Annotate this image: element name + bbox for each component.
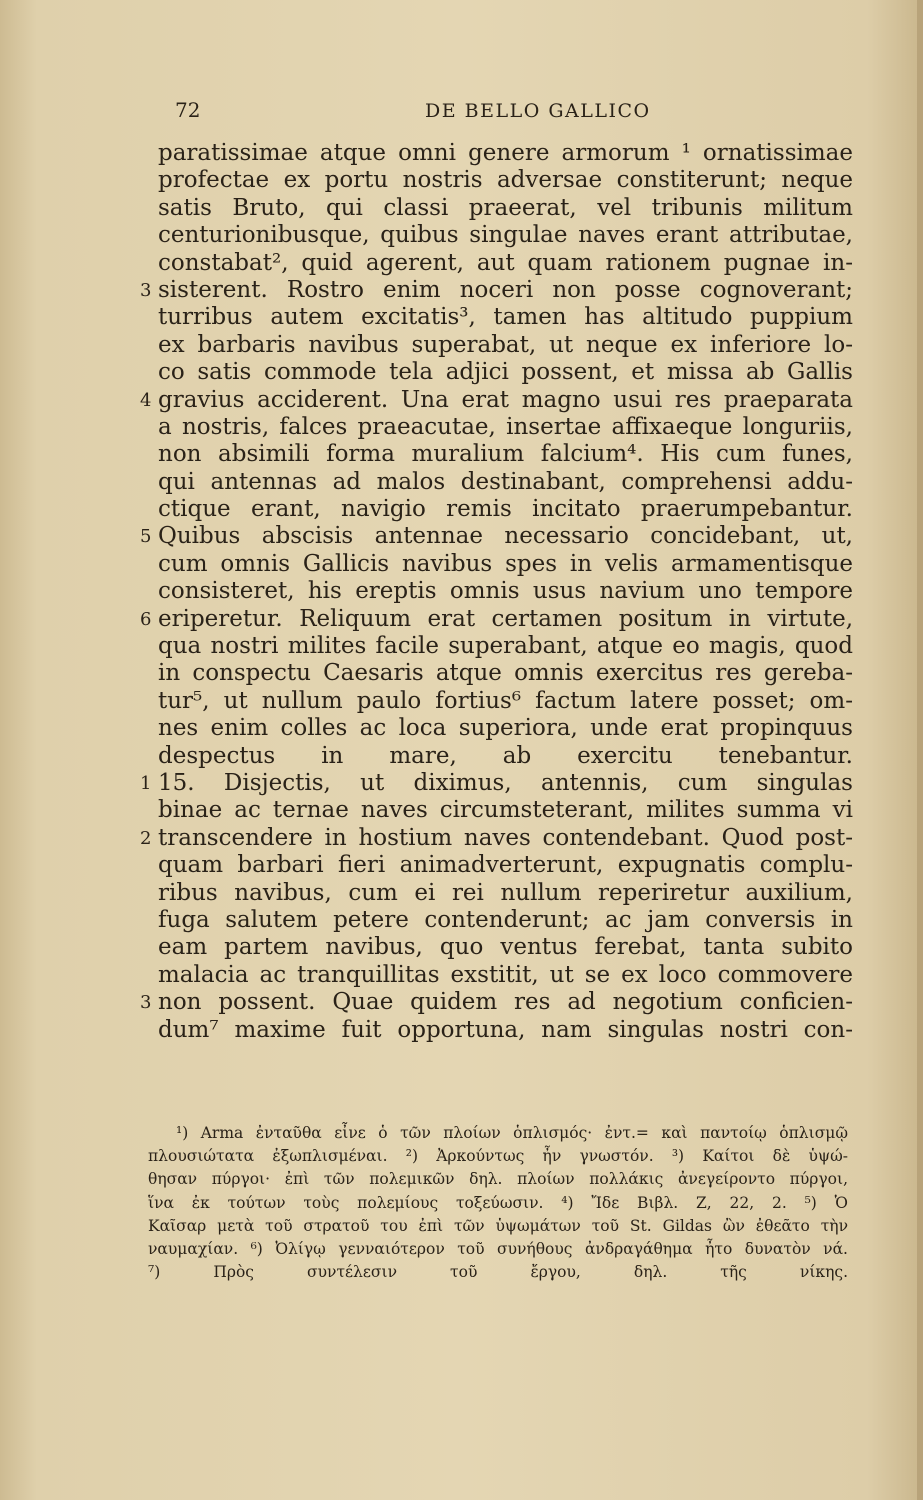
line-text: co satis commode tela adjici possent, et missa ab Gallis <box>158 359 853 386</box>
line-text: qui antennas ad malos destinabant, comprehensi addu- <box>158 468 853 495</box>
text-line <box>158 551 853 578</box>
line-text: ribus navibus, cum ei rei nullum reperiretur auxilium, <box>158 879 853 906</box>
text-line <box>158 250 853 277</box>
line-text: gravius acciderent. Una erat magno usui res praeparata <box>158 386 853 413</box>
page-header <box>0 98 923 128</box>
text-line <box>158 414 853 441</box>
text-line <box>140 605 853 633</box>
marginal-line-number: 1 <box>140 772 152 794</box>
line-text: in conspectu Caesaris atque omnis exercitus res gereba- <box>158 660 853 687</box>
line-text: malacia ac tranquillitas exstitit, ut se ex loco commovere <box>158 961 853 988</box>
line-text: binae ac ternae naves circumsteterant, milites summa vi <box>158 797 853 824</box>
marginal-line-number: 4 <box>140 389 152 411</box>
line-text: cum omnis Gallicis navibus spes in velis armamentisque <box>158 550 853 577</box>
text-line <box>140 769 853 797</box>
text-line <box>158 222 853 249</box>
text-line <box>140 824 853 852</box>
line-text: despectus in mare, ab exercitu tenebantur. <box>158 742 853 769</box>
text-line <box>158 496 853 523</box>
footnote-line: ναυμαχίαν. ⁶) Ὀλίγῳ γενναιότερον τοῦ συνήθους ἀνδραγάθημα ἦτο δυνατὸν νά. <box>148 1239 848 1258</box>
footnote-line: Καῖσαρ μετὰ τοῦ στρατοῦ του ἐπὶ τῶν ὑψωμάτων τοῦ St. Gildas ὢν ἐθεᾶτο τὴν <box>148 1216 848 1235</box>
line-text: ex barbaris navibus superabat, ut neque ex inferiore lo- <box>158 331 853 358</box>
text-line <box>140 276 853 304</box>
text-line <box>158 332 853 359</box>
text-line <box>158 167 853 194</box>
line-text: transcendere in hostium naves contendebant. Quod post- <box>158 824 853 851</box>
line-text: dum⁷ maxime fuit opportuna, nam singulas nostri con- <box>158 1016 853 1043</box>
text-line <box>158 578 853 605</box>
line-text: satis Bruto, qui classi praeerat, vel tribunis militum <box>158 194 853 221</box>
footnote-line: πλουσιώτατα ἐξωπλισμέναι. ²) Ἀρκούντως ἦν γνωστόν. ³) Καίτοι δὲ ὑψώ- <box>148 1147 848 1166</box>
line-text: nes enim colles ac loca superiora, unde erat propinquus <box>158 715 853 742</box>
line-text: turribus autem excitatis³, tamen has altitudo puppium <box>158 304 853 331</box>
text-line <box>158 441 853 468</box>
line-text: paratissimae atque omni genere armorum ¹ ornatissimae <box>158 140 853 166</box>
text-line <box>158 962 853 989</box>
line-text: 15. Disjectis, ut diximus, antennis, cum singulas <box>158 769 853 796</box>
text-line <box>158 934 853 961</box>
text-line <box>158 1017 853 1044</box>
main-text <box>140 140 853 1044</box>
line-text: a nostris, falces praeacutae, insertae affixaeque longuriis, <box>158 413 853 440</box>
marginal-line-number: 3 <box>140 279 152 301</box>
line-text: non possent. Quae quidem res ad negotium conficien- <box>158 989 853 1016</box>
marginal-line-number: 3 <box>140 992 152 1014</box>
footnote-line: ⁷) Πρὸς συντέλεσιν τοῦ ἔργου, δηλ. τῆς νίκης. <box>148 1263 848 1282</box>
text-line <box>158 195 853 222</box>
line-text: tur⁵, ut nullum paulo fortius⁶ factum latere posset; om- <box>158 687 853 714</box>
text-line <box>158 688 853 715</box>
line-text: centurionibusque, quibus singulae naves erant attributae, <box>158 222 853 249</box>
text-line <box>158 797 853 824</box>
text-line <box>158 140 853 167</box>
footnotes <box>148 1122 848 1284</box>
text-line <box>158 469 853 496</box>
text-line <box>140 989 853 1016</box>
text-line <box>158 715 853 742</box>
running-title: DE BELLO GALLICO <box>425 100 651 122</box>
footnote-line: θησαν πύργοι· ἐπὶ τῶν πολεμικῶν δηλ. πλοίων πολλάκις ἀνεγείροντο πύργοι, <box>148 1170 848 1189</box>
line-text: fuga salutem petere contenderunt; ac jam conversis in <box>158 906 853 933</box>
marginal-line-number: 6 <box>140 608 152 630</box>
footnote-line: ¹) Arma ἐνταῦθα εἶνε ὁ τῶν πλοίων ὁπλισμός· ἐντ.= καὶ παντοίῳ ὁπλισμῷ <box>176 1124 848 1142</box>
line-text: profectae ex portu nostris adversae constiterunt; neque <box>158 167 853 194</box>
text-line <box>140 523 853 550</box>
page-edge <box>917 0 923 1500</box>
footnote-line: ἵνα ἐκ τούτων τοὺς πολεμίους τοξεύωσιν. ⁴) Ἴδε Βιβλ. Ζ, 22, 2. ⁵) Ὁ <box>148 1193 848 1212</box>
text-line <box>158 660 853 687</box>
line-text: Quibus abscisis antennae necessario concidebant, ut, <box>158 523 853 550</box>
text-line <box>158 359 853 386</box>
line-text: qua nostri milites facile superabant, atque eo magis, quod <box>158 633 853 660</box>
text-line <box>158 633 853 660</box>
text-line <box>158 852 853 879</box>
marginal-line-number: 2 <box>140 827 152 849</box>
text-line <box>158 880 853 907</box>
marginal-line-number: 5 <box>140 526 152 548</box>
line-text: eam partem navibus, quo ventus ferebat, tanta subito <box>158 934 853 961</box>
line-text: constabat², quid agerent, aut quam rationem pugnae in- <box>158 249 853 276</box>
text-line <box>158 743 853 770</box>
line-text: quam barbari fieri animadverterunt, expugnatis complu- <box>158 852 853 879</box>
line-text: eriperetur. Reliquum erat certamen positum in virtute, <box>158 605 853 632</box>
line-text: non absimili forma muralium falcium⁴. His cum funes, <box>158 441 853 468</box>
text-line <box>140 386 853 414</box>
text-line <box>158 907 853 934</box>
text-line <box>158 304 853 331</box>
line-text: ctique erant, navigio remis incitato praerumpebantur. <box>158 496 853 523</box>
line-text: sisterent. Rostro enim noceri non posse cognoverant; <box>158 276 853 303</box>
page-number: 72 <box>175 98 201 122</box>
line-text: consisteret, his ereptis omnis usus navium uno tempore <box>158 578 853 605</box>
